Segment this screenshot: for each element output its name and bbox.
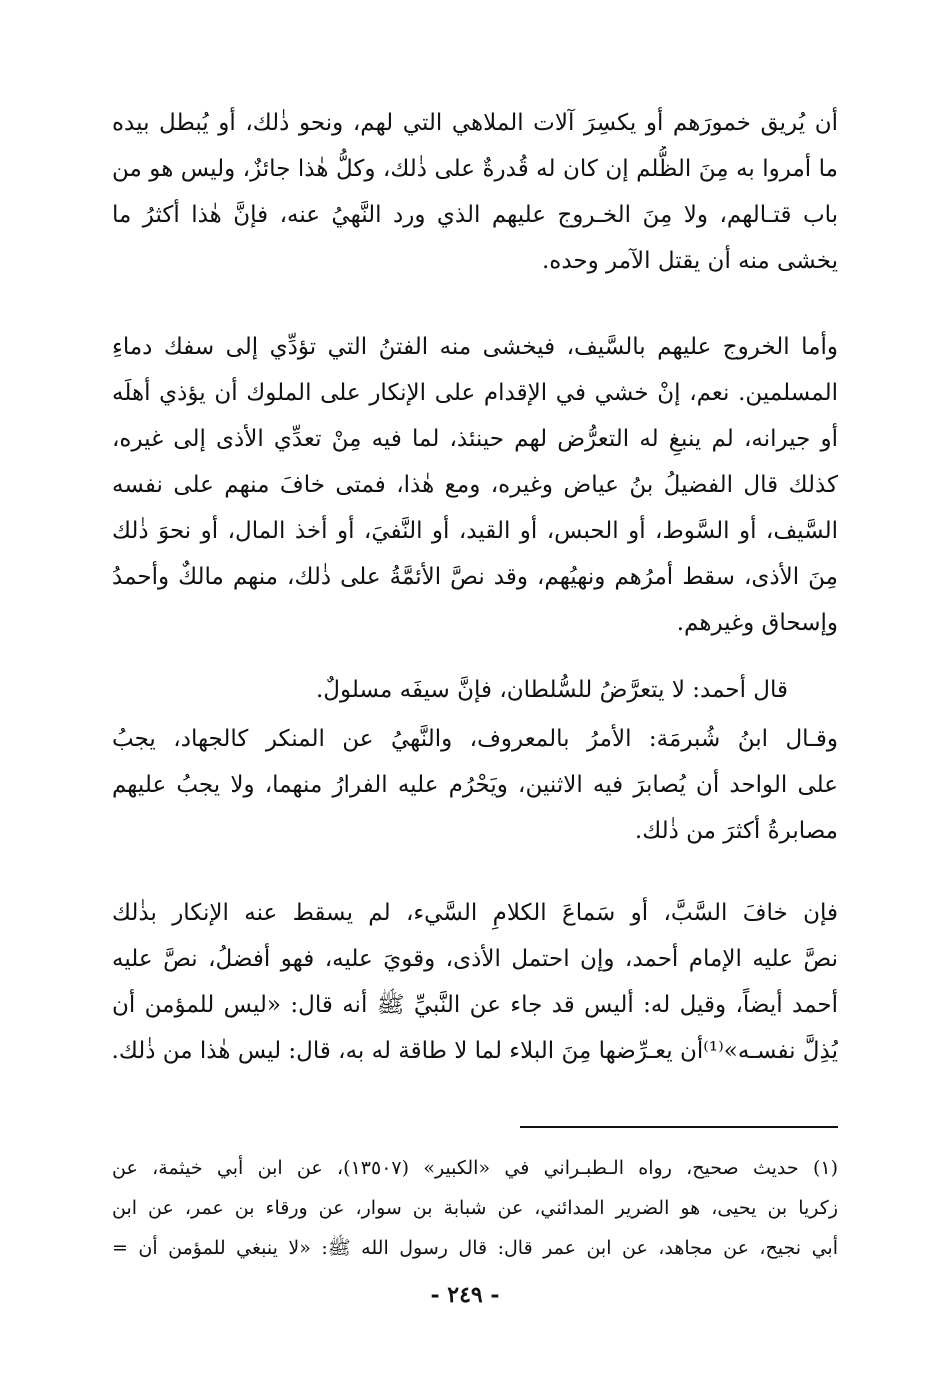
- text-line: نصَّ عليه الإمام أحمد، وإن احتمل الأذى، وقويَ عليه، فهو أفضلُ، نصَّ عليه: [112, 946, 838, 972]
- text-line: يُذِلَّ نفسـه»⁽¹⁾أن يعـرِّضها مِنَ البلاء لما لا طاقة له به، قال: ليس هٰذا من ذٰلك.: [112, 1038, 838, 1064]
- text-line: أن يُريق خمورَهم أو يكسِرَ آلات الملاهي التي لهم، ونحو ذٰلك، أو يُبطل بيده: [112, 110, 838, 136]
- page-number: - ٢٤٩ -: [430, 1282, 500, 1308]
- footnote-divider: [520, 1126, 838, 1128]
- footnote-line: زكريا بن يحيى، هو الضرير المدائني، عن شبابة بن سوار، عن ورقاء بن عمر، عن ابن: [112, 1197, 838, 1219]
- text-line: السَّيف، أو السَّوط، أو الحبس، أو القيد، أو النَّفيَ، أو أخذ المال، أو نحوَ ذٰلك: [112, 518, 838, 544]
- paragraph-2: [112, 324, 838, 646]
- text-line: باب قتـالهم، ولا مِنَ الخـروج عليهم الذي ورد النَّهيُ عنه، فإنَّ هٰذا أكثرُ ما: [112, 202, 838, 228]
- text-line: أو جيرانه، لم ينبغِ له التعرُّض لهم حينئذ، لما فيه مِنْ تعدِّي الأذى إلى غيره،: [112, 426, 838, 452]
- text-line: كذلك قال الفضيلُ بنُ عياض وغيره، ومع هٰذا، فمتى خافَ منهم على نفسه: [112, 472, 838, 498]
- text-line: مصابرةُ أكثرَ من ذٰلك.: [634, 818, 838, 844]
- text-line: المسلمين. نعم، إنْ خشي في الإقدام على الإنكار على الملوك أن يؤذي أهلَه: [112, 380, 838, 406]
- paragraph-1: [112, 100, 838, 284]
- text-line: يخشى منه أن يقتل الآمر وحده.: [541, 248, 838, 274]
- text-line: وأما الخروج عليهم بالسَّيف، فيخشى منه الفتنُ التي تؤدِّي إلى سفك دماءِ: [112, 334, 838, 360]
- text-line: ما أمروا به مِنَ الظُّلم إن كان له قُدرةٌ على ذٰلك، وكلُّ هٰذا جائزٌ، وليس هو من: [112, 156, 838, 182]
- text-line: أحمد أيضاً، وقيل له: أليس قد جاء عن النَّبيِّ ﷺ أنه قال: «ليس للمؤمن أن: [112, 992, 838, 1018]
- footnote-line: (١) حديث صحيح، رواه الـطبـراني في «الكبير» (١٣٥٠٧)، عن ابن أبي خيثمة، عن: [112, 1157, 838, 1179]
- paragraph-3: [112, 667, 838, 713]
- text-line: وقـال ابنُ شُبرمَة: الأمرُ بالمعروف، والنَّهيُ عن المنكر كالجهاد، يجبُ: [112, 726, 838, 752]
- paragraph-4: [112, 716, 838, 854]
- footnote-line: أبي نجيح، عن مجاهد، عن ابن عمر قال: قال رسول الله ﷺ: «لا ينبغي للمؤمن أن =: [112, 1237, 838, 1259]
- text-line: فإن خافَ السَّبَّ، أو سَماعَ الكلامِ السَّيء، لم يسقط عنه الإنكار بذٰلك: [112, 900, 838, 926]
- text-line: على الواحد أن يُصابرَ فيه الاثنين، ويَحْرُم عليه الفرارُ منهما، ولا يجبُ عليهم: [112, 772, 838, 798]
- paragraph-5: [112, 890, 838, 1074]
- text-line: وإسحاق وغيرهم.: [676, 610, 838, 636]
- text-line: مِنَ الأذى، سقط أمرُهم ونهيُهم، وقد نصَّ الأئمَّةُ على ذٰلك، منهم مالكٌ وأحمدُ: [112, 564, 838, 590]
- footnote: [112, 1148, 838, 1268]
- text-line: قال أحمد: لا يتعرَّضُ للسُّلطان، فإنَّ سيفَه مسلولٌ.: [315, 677, 788, 703]
